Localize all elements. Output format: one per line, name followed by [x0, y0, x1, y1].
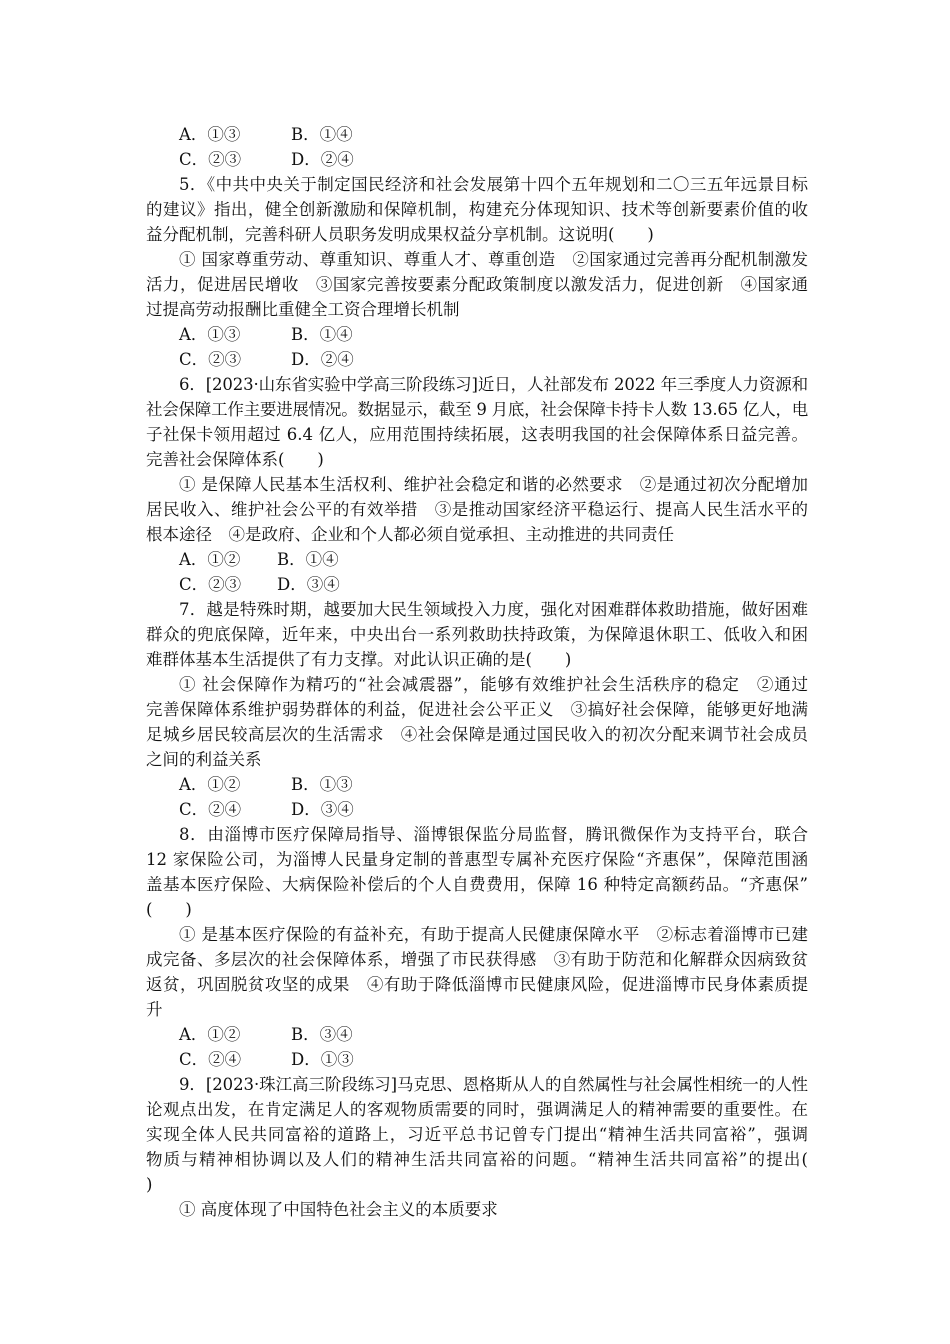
q5-stem-line: 的建议》指出，健全创新激励和保障机制，构建充分体现知识、技术等创新要素价值的收 [146, 200, 808, 219]
q8-option-a[interactable]: A．①② [179, 1025, 241, 1044]
q9-choice-line: ① 高度体现了中国特色社会主义的本质要求 [179, 1200, 498, 1219]
q6-stem-line: 6．[2023·山东省实验中学高三阶段练习]近日，人社部发布 2022 年三季度人力资源和 [179, 375, 808, 394]
q7-option-a[interactable]: A．①② [179, 775, 241, 794]
q9-stem-line: 9．[2023·珠江高三阶段练习]马克思、恩格斯从人的自然属性与社会属性相统一的人性 [179, 1075, 808, 1094]
q7-options-row-2 [146, 797, 808, 822]
question-8 [146, 822, 808, 1072]
q6-choice-line: 居民收入、维护社会公平的有效举措 ③是推动国家经济平稳运行、提高人民生活水平的 [146, 500, 808, 519]
q5-option-b[interactable]: B．①④ [291, 325, 353, 344]
q9-stem-line: 实现全体人民共同富裕的道路上，习近平总书记曾专门提出“精神生活共同富裕”，强调 [146, 1125, 808, 1144]
q5-option-d[interactable]: D．②④ [291, 350, 354, 369]
q5-option-a[interactable]: A．①③ [179, 325, 241, 344]
q4-options-row-2 [146, 147, 808, 172]
q7-choice-line: ① 社会保障作为精巧的“社会减震器”，能够有效维护社会生活秩序的稳定 ②通过 [179, 675, 808, 694]
q4-option-a[interactable]: A．①③ [179, 125, 241, 144]
q5-stem-line: 益分配机制，完善科研人员职务发明成果权益分享机制。这说明( ) [146, 225, 654, 244]
q5-choice-line: 活力，促进居民增收 ③国家完善按要素分配政策制度以激发活力，促进创新 ④国家通 [146, 275, 808, 294]
q5-options-row-1 [146, 322, 808, 347]
q6-stem-line: 社会保障工作主要进展情况。数据显示，截至 9 月底，社会保障卡持卡人数 13.65 亿人，电 [146, 400, 808, 419]
q8-stem-line: 盖基本医疗保险、大病保险补偿后的个人自费费用，保障 16 种特定高额药品。“齐惠保” [146, 875, 808, 894]
q8-option-d[interactable]: D．①③ [291, 1050, 354, 1069]
q7-options-row-1 [146, 772, 808, 797]
q8-choice-line: 升 [146, 1000, 163, 1019]
question-5 [146, 172, 808, 372]
q6-option-a[interactable]: A．①② [179, 550, 241, 569]
q8-choice-line: 成完备、多层次的社会保障体系，增强了市民获得感 ③有助于防范和化解群众因病致贫 [146, 950, 808, 969]
q6-options-row-1 [146, 547, 808, 572]
q7-option-d[interactable]: D．③④ [291, 800, 354, 819]
q7-stem-line: 难群体基本生活提供了有力支撑。对此认识正确的是( ) [146, 650, 572, 669]
q5-choice-line: ① 国家尊重劳动、尊重知识、尊重人才、尊重创造 ②国家通过完善再分配机制激发 [179, 250, 808, 269]
q8-options-row-1 [146, 1022, 808, 1047]
q5-option-c[interactable]: C．②③ [179, 350, 242, 369]
q8-stem-line: 12 家保险公司，为淄博人民量身定制的普惠型专属补充医疗保险“齐惠保”，保障范围涵 [146, 850, 808, 869]
q4-option-b[interactable]: B．①④ [291, 125, 353, 144]
q8-choice-line: 返贫，巩固脱贫攻坚的成果 ④有助于降低淄博市民健康风险，促进淄博市民身体素质提 [146, 975, 808, 994]
question-7 [146, 597, 808, 822]
q7-choice-line: 完善保障体系维护弱势群体的利益，促进社会公平正义 ③搞好社会保障，能够更好地满 [146, 700, 808, 719]
q7-option-b[interactable]: B．①③ [291, 775, 353, 794]
q6-choice-line: ① 是保障人民基本生活权利、维护社会稳定和谐的必然要求 ②是通过初次分配增加 [179, 475, 808, 494]
q9-stem-line: 论观点出发，在肯定满足人的客观物质需要的同时，强调满足人的精神需要的重要性。在 [146, 1100, 808, 1119]
q8-choice-line: ① 是基本医疗保险的有益补充，有助于提高人民健康保障水平 ②标志着淄博市已建 [179, 925, 808, 944]
q5-options-row-2 [146, 347, 808, 372]
q8-option-c[interactable]: C．②④ [179, 1050, 242, 1069]
q6-stem-line: 完善社会保障体系( ) [146, 450, 324, 469]
question-9 [146, 1072, 808, 1222]
q5-stem-line: 5．《中共中央关于制定国民经济和社会发展第十四个五年规划和二〇三五年远景目标 [179, 175, 808, 194]
question-6 [146, 372, 808, 597]
q8-option-b[interactable]: B．③④ [291, 1025, 353, 1044]
q7-option-c[interactable]: C．②④ [179, 800, 242, 819]
q4-options-row-1 [146, 122, 808, 147]
q7-stem-line: 群众的兜底保障，近年来，中央出台一系列救助扶持政策，为保障退休职工、低收入和困 [146, 625, 808, 644]
q4-option-d[interactable]: D．②④ [291, 150, 354, 169]
q8-options-row-2 [146, 1047, 808, 1072]
q4-option-c[interactable]: C．②③ [179, 150, 242, 169]
q8-stem-line: ( ) [146, 900, 192, 919]
q7-stem-line: 7．越是特殊时期，越要加大民生领域投入力度，强化对困难群体救助措施，做好困难 [179, 600, 808, 619]
q6-stem-line: 子社保卡领用超过 6.4 亿人，应用范围持续拓展，这表明我国的社会保障体系日益完善。 [146, 425, 808, 444]
document-page [146, 122, 808, 1222]
q6-choice-line: 根本途径 ④是政府、企业和个人都必须自觉承担、主动推进的共同责任 [146, 525, 674, 544]
q9-stem-line: ) [146, 1175, 153, 1194]
q6-options-row-2 [146, 572, 808, 597]
q6-option-b[interactable]: B．①④ [277, 550, 339, 569]
q5-choice-line: 过提高劳动报酬比重健全工资合理增长机制 [146, 300, 460, 319]
q6-option-d[interactable]: D．③④ [277, 575, 340, 594]
q9-stem-line: 物质与精神相协调以及人们的精神生活共同富裕的问题。“精神生活共同富裕”的提出( [146, 1150, 808, 1169]
q7-choice-line: 之间的利益关系 [146, 750, 262, 769]
q8-stem-line: 8．由淄博市医疗保障局指导、淄博银保监分局监督，腾讯微保作为支持平台，联合 [179, 825, 808, 844]
q7-choice-line: 足城乡居民较高层次的生活需求 ④社会保障是通过国民收入的初次分配来调节社会成员 [146, 725, 808, 744]
q6-option-c[interactable]: C．②③ [179, 575, 242, 594]
